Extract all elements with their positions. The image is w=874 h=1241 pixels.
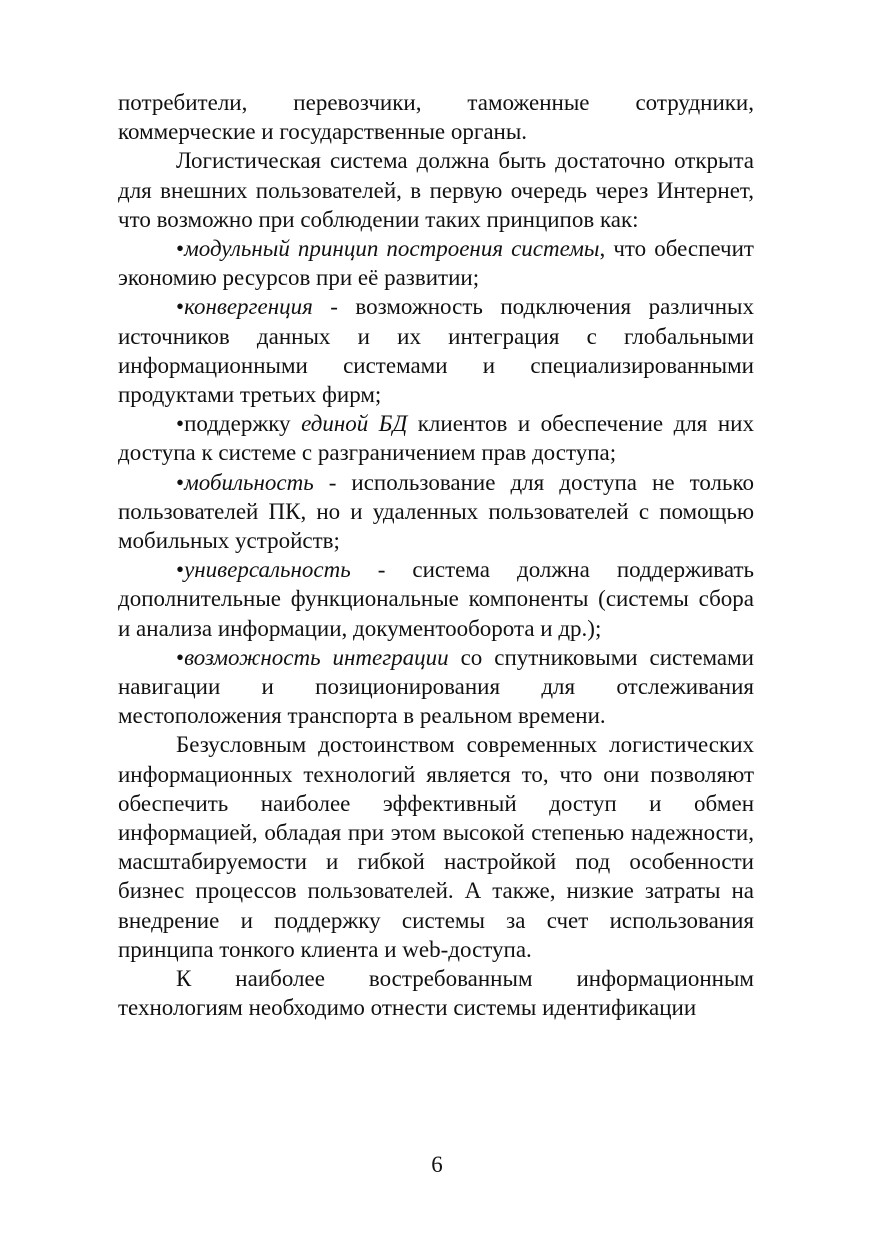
page-number: 6 (431, 1152, 443, 1177)
bullet-term: универсальность (184, 557, 351, 583)
bullet-term: конвергенция (184, 294, 313, 320)
bullet-text: - система должна поддерживать дополнительные функциональные компоненты (системы сбора и анализа информации, документооборота и др.); (118, 557, 754, 641)
paragraph-technologies: К наиболее востребованным информационным технологиям необходимо отнести системы идентификации (118, 966, 754, 1021)
paragraph-intro: Логистическая система должна быть достаточно открыта для внешних пользователей, в первую очередь через Интернет, что возможно при соблюдении таких принципов как: (118, 148, 754, 232)
bullet-text: - использование для доступа не только пользователей ПК, но и удаленных пользователей с помощью мобильных устройств; (118, 469, 754, 554)
bullet-marker: • (176, 294, 185, 320)
paragraph-continuation: потребители, перевозчики, таможенные сотрудники, коммерческие и государственные органы. (118, 90, 754, 145)
bullet-marker: • (176, 411, 185, 437)
paragraph-advantages: Безусловным достоинством современных логистических информационных технологий является то, что они позволяют обеспечить наиболее эффективный доступ и обмен информацией, обладая при этом высокой степенью надежности, масштабируемости и гибкой настройкой под особенности бизнес процессов пользователей. А также, низкие затраты на внедрение и поддержку системы за счет использования принципа тонкого клиента и web-доступа. (118, 732, 754, 962)
bullet-marker: • (176, 236, 185, 262)
bullet-marker: • (176, 644, 185, 670)
bullet-item-mobility (118, 468, 754, 556)
bullet-term: мобильность (184, 469, 314, 495)
bullet-term: единой БД (301, 411, 408, 437)
bullet-text: , что обеспечит экономию ресурсов при её развитии; (118, 236, 754, 291)
bullet-item-modular (118, 234, 754, 292)
bullet-text: - возможность подключения различных источников данных и их интеграция с глобальными информационными системами и специализированными продуктами третьих фирм; (118, 294, 754, 408)
bullet-item-universality (118, 555, 754, 643)
bullet-item-single-db (118, 409, 754, 467)
bullet-marker: • (176, 469, 185, 495)
bullet-term: возможность интеграции (184, 644, 449, 670)
bullet-prefix: поддержку (184, 411, 302, 437)
bullet-term: модульный принцип построения системы (184, 236, 600, 262)
page-body (118, 88, 754, 1023)
bullet-text: со спутниковыми системами навигации и позиционирования для отслеживания местоположения транспорта в реальном времени. (118, 644, 754, 729)
bullet-text: клиентов и обеспечение для них доступа к системе с разграничением прав доступа; (118, 411, 754, 466)
bullet-marker: • (176, 557, 185, 583)
bullet-item-convergence (118, 292, 754, 409)
bullet-item-integration (118, 643, 754, 731)
